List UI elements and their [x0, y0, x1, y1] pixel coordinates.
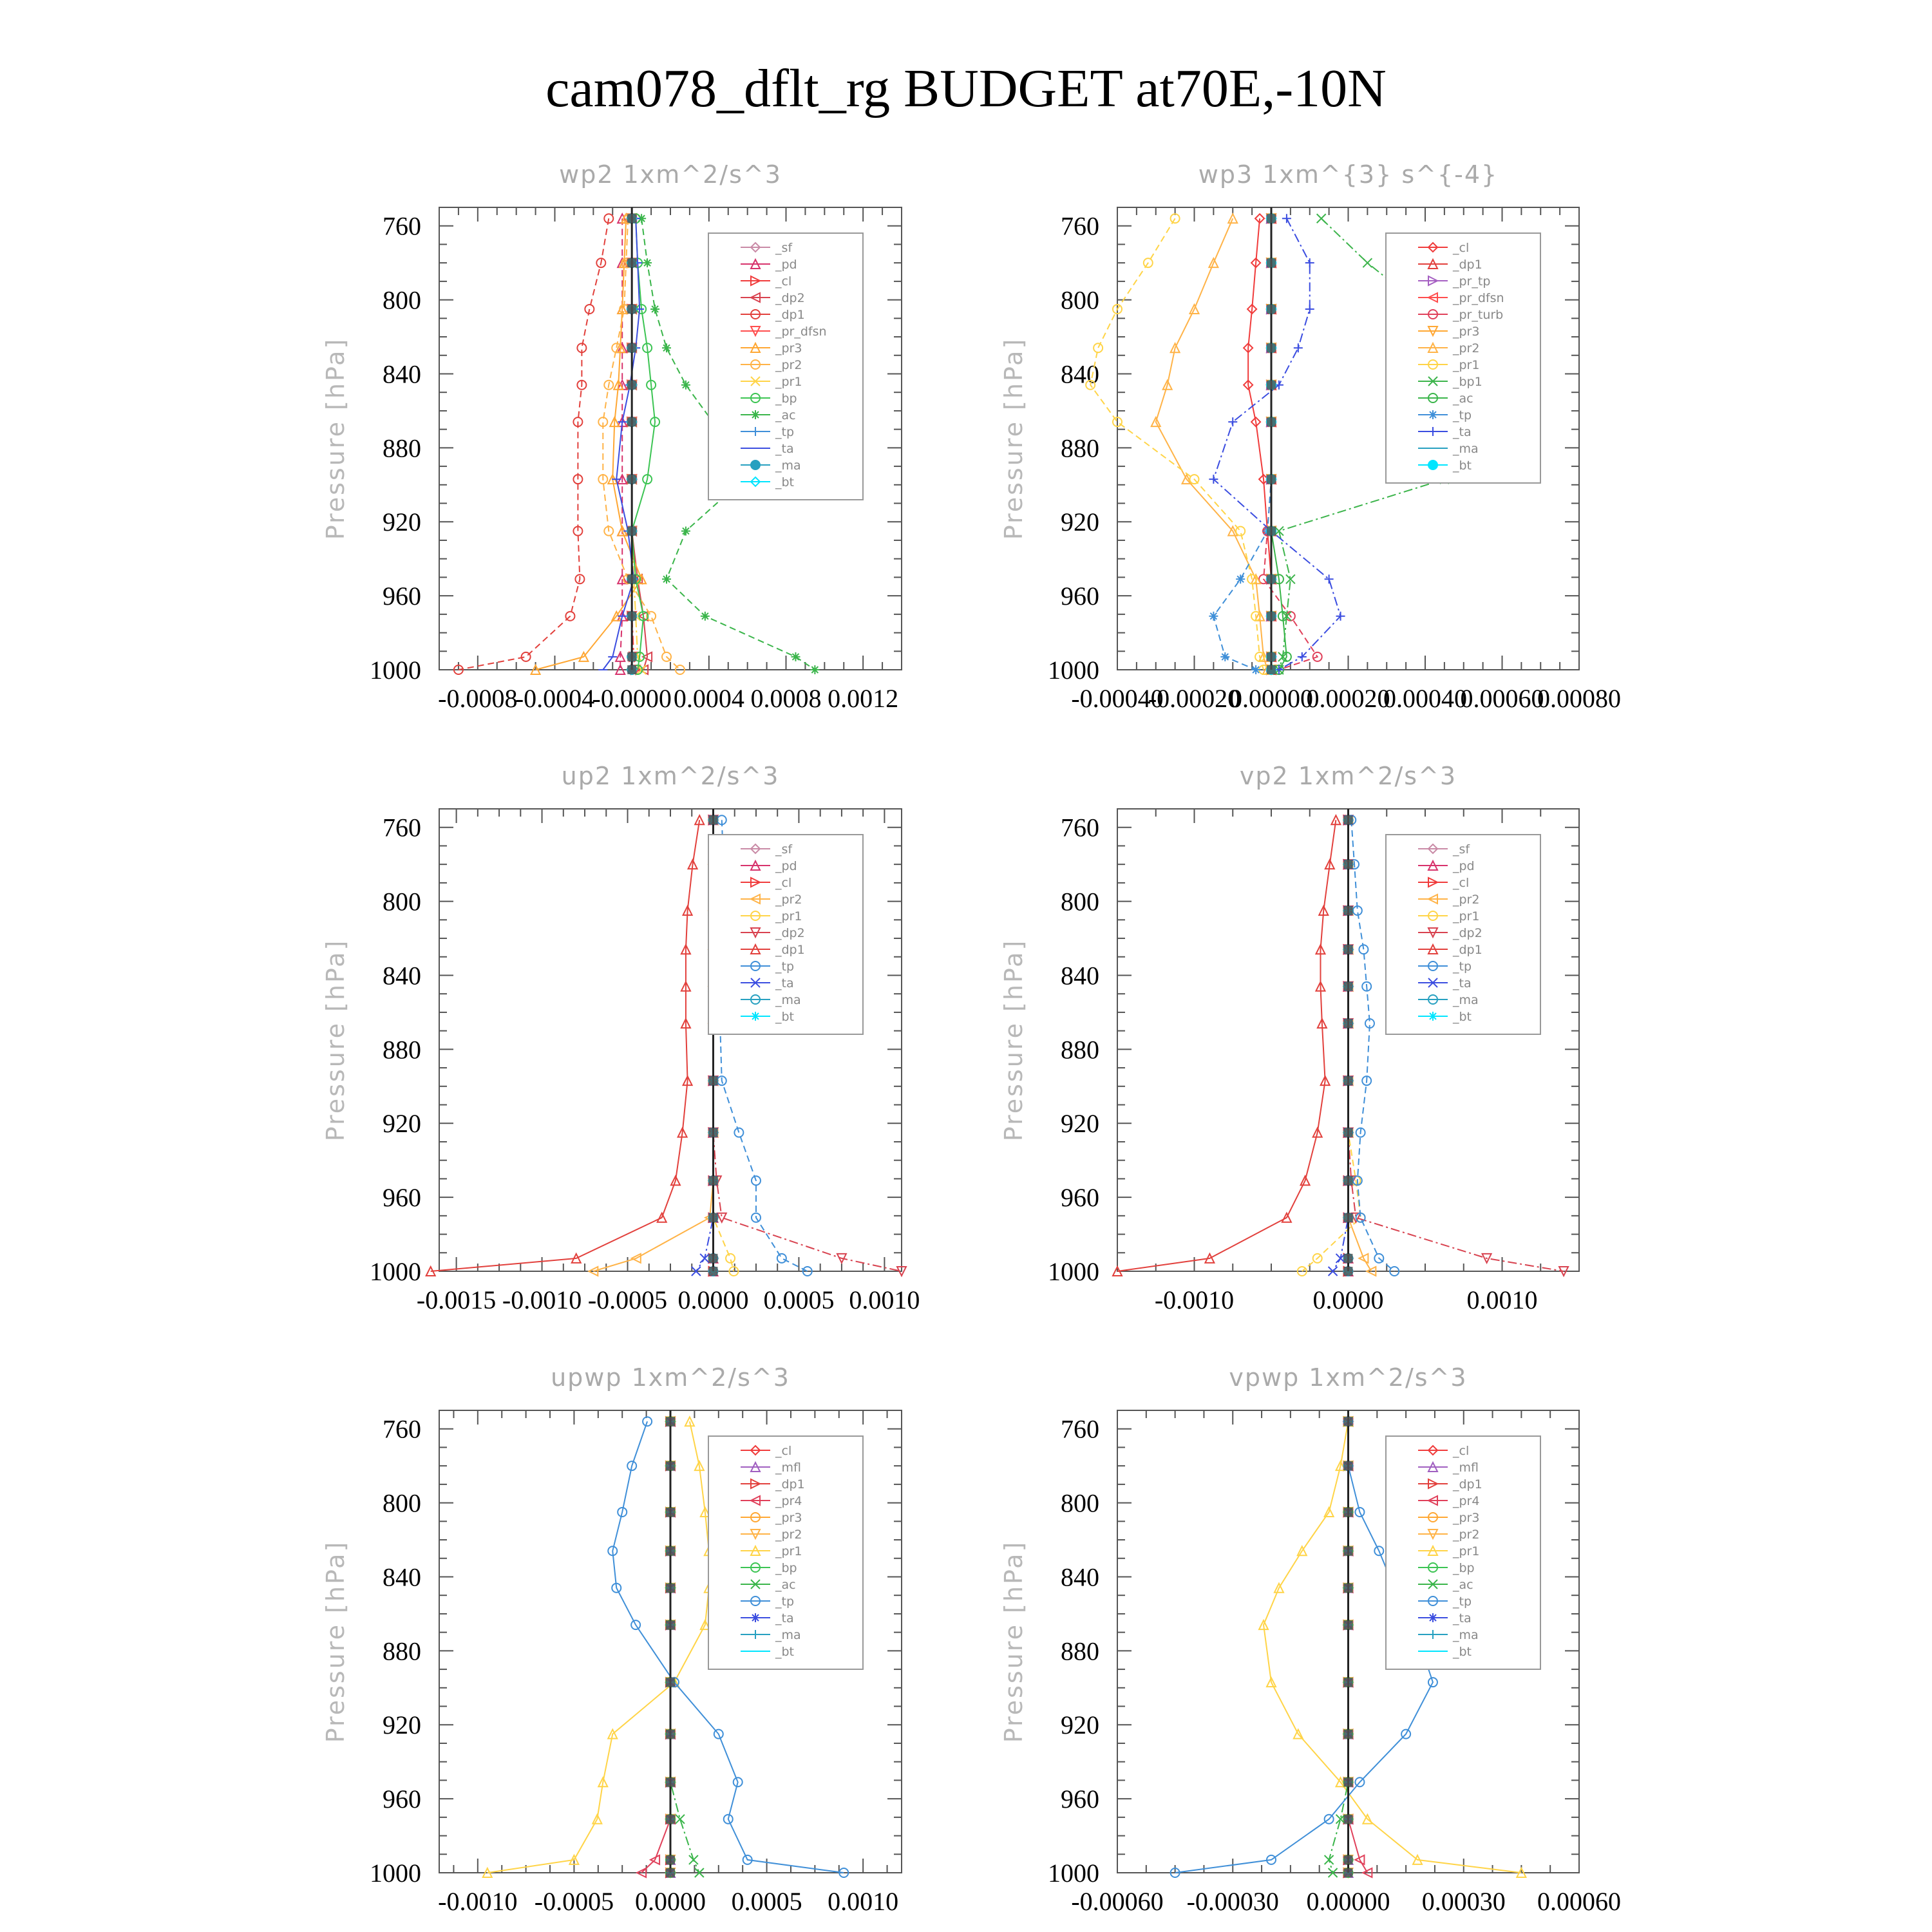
y-tick-label: 960 [383, 1183, 421, 1213]
zero-marker [1267, 612, 1276, 621]
y-axis-label: Pressure [hPa] [999, 1540, 1028, 1743]
legend-entry: _tp [775, 1595, 795, 1609]
data-point [810, 665, 819, 674]
legend-entry: _tp [1453, 1595, 1472, 1609]
figure-title: cam078_dflt_rg BUDGET at70E,-10N [545, 59, 1387, 118]
y-tick-label: 960 [383, 582, 421, 611]
y-tick-label: 920 [383, 1710, 421, 1740]
zero-marker [1267, 652, 1276, 661]
y-tick-label: 880 [383, 433, 421, 463]
legend-entry: _pd [775, 258, 797, 272]
zero-marker [627, 475, 636, 484]
x-tick-label: 0.00000 [1306, 1887, 1390, 1916]
y-tick-label: 1000 [1048, 1257, 1099, 1286]
zero-marker [627, 214, 636, 223]
legend-entry: _dp1 [1453, 258, 1482, 272]
zero-marker [1344, 860, 1353, 869]
x-tick-label: 0.0000 [1312, 1285, 1384, 1314]
legend-entry: _dp1 [1453, 1477, 1482, 1492]
zero-marker [1344, 1678, 1353, 1687]
zero-marker [1344, 1730, 1353, 1739]
x-tick-label: -0.00040 [1071, 684, 1164, 713]
x-tick-label: -0.0010 [438, 1887, 518, 1916]
data-point [1209, 612, 1218, 621]
zero-marker [1267, 574, 1276, 583]
y-tick-label: 800 [383, 1488, 421, 1518]
y-tick-label: 1000 [370, 1257, 421, 1286]
y-axis-label: Pressure [hPa] [999, 337, 1028, 540]
y-tick-label: 760 [383, 813, 421, 842]
panel-title: upwp 1xm^2/s^3 [551, 1363, 790, 1392]
legend-entry: _pd [1453, 859, 1475, 873]
zero-marker [1344, 815, 1353, 824]
legend-entry: _cl [1453, 876, 1470, 890]
zero-marker [666, 1730, 675, 1739]
legend-entry: _ac [775, 408, 796, 422]
zero-marker [1344, 1584, 1353, 1593]
zero-marker [708, 815, 717, 824]
panel-title: up2 1xm^2/s^3 [561, 762, 780, 790]
data-point [1220, 652, 1229, 661]
legend-marker [751, 460, 760, 469]
x-tick-label: 0.00060 [1460, 684, 1544, 713]
zero-marker [1344, 1213, 1353, 1222]
legend-entry: _pr2 [775, 1528, 802, 1542]
legend-entry: _pr4 [1453, 1494, 1480, 1508]
legend-entry: _pr_tp [1453, 274, 1491, 289]
legend-entry: _pr_dfsn [1453, 291, 1504, 305]
legend-entry: _cl [775, 876, 792, 890]
y-tick-label: 960 [383, 1785, 421, 1814]
x-tick-label: -0.0005 [534, 1887, 614, 1916]
y-tick-label: 960 [1061, 1183, 1099, 1213]
legend-marker [1428, 1613, 1437, 1622]
x-tick-label: 0.00060 [1537, 1887, 1621, 1916]
x-tick-label: 0.00030 [1421, 1887, 1506, 1916]
zero-marker [1344, 1777, 1353, 1786]
legend-entry: _cl [775, 274, 792, 289]
zero-marker [627, 527, 636, 536]
zero-marker [708, 1213, 717, 1222]
zero-marker [1344, 1546, 1353, 1555]
x-tick-label: 0.0005 [731, 1887, 802, 1916]
legend-entry: _pr3 [1453, 325, 1480, 339]
legend-entry: _pr1 [775, 1544, 802, 1558]
zero-marker [1344, 1076, 1353, 1085]
zero-marker [1267, 258, 1276, 267]
legend-entry: _mfl [1453, 1461, 1479, 1475]
legend-marker [751, 410, 760, 419]
y-tick-label: 1000 [1048, 656, 1099, 685]
legend-entry: _dp2 [775, 291, 805, 305]
legend-entry: _pr3 [775, 1511, 802, 1525]
legend-entry: _pr1 [1453, 358, 1480, 372]
zero-marker [1344, 1855, 1353, 1864]
zero-marker [666, 1868, 675, 1877]
legend-entry: _ta [775, 442, 794, 456]
legend-marker [1428, 410, 1437, 419]
x-tick-label: 0.0000 [677, 1285, 749, 1314]
panel-title: vp2 1xm^2/s^3 [1239, 762, 1457, 790]
y-tick-label: 800 [1061, 1488, 1099, 1518]
y-tick-label: 760 [1061, 813, 1099, 842]
y-tick-label: 920 [383, 1109, 421, 1139]
legend-entry: _sf [1453, 842, 1470, 857]
zero-marker [708, 1254, 717, 1263]
data-point [681, 527, 690, 536]
legend-entry: _ma [775, 1628, 801, 1642]
legend-entry: _ma [1453, 993, 1479, 1007]
y-tick-label: 840 [383, 1562, 421, 1592]
x-tick-label: -0.0005 [587, 1285, 668, 1314]
zero-marker [666, 1508, 675, 1517]
y-tick-label: 760 [383, 1414, 421, 1444]
legend-entry: _sf [775, 241, 793, 255]
x-tick-label: 0.00020 [1306, 684, 1390, 713]
legend-entry: _bp [775, 392, 797, 406]
legend-entry: _bt [1453, 1010, 1472, 1024]
legend-entry: _ta [775, 1611, 794, 1625]
legend-entry: _pr2 [1453, 1528, 1480, 1542]
legend-entry: _ma [1453, 442, 1479, 456]
legend-marker [1428, 1012, 1437, 1021]
y-tick-label: 840 [383, 359, 421, 389]
zero-marker [627, 305, 636, 314]
y-tick-label: 840 [1061, 1562, 1099, 1592]
zero-marker [1344, 1620, 1353, 1629]
zero-marker [1344, 1019, 1353, 1028]
y-tick-label: 760 [1061, 211, 1099, 241]
legend-entry: _dp1 [775, 943, 805, 957]
zero-marker [627, 665, 636, 674]
y-tick-label: 800 [1061, 285, 1099, 315]
y-tick-label: 800 [383, 285, 421, 315]
y-tick-label: 1000 [370, 1859, 421, 1888]
zero-marker [1344, 1508, 1353, 1517]
zero-marker [1344, 1417, 1353, 1426]
y-tick-label: 760 [383, 211, 421, 241]
x-tick-label: 0.0010 [1466, 1285, 1538, 1314]
legend-entry: _pr_dfsn [775, 325, 827, 339]
zero-marker [627, 381, 636, 390]
zero-marker [1267, 214, 1276, 223]
legend-entry: _pr1 [1453, 1544, 1480, 1558]
zero-marker [1344, 1815, 1353, 1824]
legend-entry: _bt [1453, 1645, 1472, 1659]
zero-marker [666, 1417, 675, 1426]
x-tick-label: 0.0008 [750, 684, 822, 713]
legend-entry: _cl [1453, 241, 1470, 255]
data-point [1236, 574, 1245, 583]
zero-marker [666, 1546, 675, 1555]
zero-marker [666, 1855, 675, 1864]
y-tick-label: 1000 [1048, 1859, 1099, 1888]
zero-marker [1344, 1267, 1353, 1276]
zero-marker [1267, 343, 1276, 352]
legend-entry: _pr_turb [1453, 308, 1504, 322]
data-point [662, 574, 671, 583]
legend-entry: _dp1 [775, 1477, 805, 1492]
zero-marker [627, 652, 636, 661]
legend-entry: _cl [1453, 1444, 1470, 1458]
data-point [1251, 665, 1260, 674]
y-tick-label: 800 [383, 887, 421, 916]
legend-entry: _bt [775, 1010, 795, 1024]
legend-entry: _ac [1453, 392, 1473, 406]
x-tick-label: 0.0005 [763, 1285, 835, 1314]
y-tick-label: 880 [1061, 1035, 1099, 1065]
zero-marker [1267, 381, 1276, 390]
x-tick-label: -0.0010 [1154, 1285, 1235, 1314]
zero-marker [1267, 305, 1276, 314]
legend-entry: _dp2 [775, 926, 805, 940]
zero-marker [1344, 1461, 1353, 1470]
zero-marker [666, 1777, 675, 1786]
x-tick-label: -0.00020 [1148, 684, 1241, 713]
legend-entry: _bp1 [1453, 375, 1482, 389]
y-tick-label: 880 [383, 1035, 421, 1065]
zero-marker [666, 1678, 675, 1687]
legend-marker [751, 1012, 760, 1021]
y-axis-label: Pressure [hPa] [321, 337, 350, 540]
zero-marker [1267, 475, 1276, 484]
legend-entry: _bt [775, 475, 795, 489]
zero-marker [627, 417, 636, 426]
data-point [681, 381, 690, 390]
zero-marker [1344, 1128, 1353, 1137]
panel-title: vpwp 1xm^2/s^3 [1229, 1363, 1468, 1392]
x-tick-label: -0.0010 [502, 1285, 582, 1314]
y-tick-label: 880 [1061, 433, 1099, 463]
legend-entry: _ma [775, 993, 801, 1007]
data-point [643, 258, 652, 267]
y-tick-label: 840 [1061, 961, 1099, 990]
y-axis-label: Pressure [hPa] [999, 938, 1028, 1142]
y-tick-label: 960 [1061, 1785, 1099, 1814]
legend-entry: _pr2 [1453, 893, 1480, 907]
zero-marker [666, 1815, 675, 1824]
x-tick-label: 0.0010 [849, 1285, 920, 1314]
y-tick-label: 920 [1061, 507, 1099, 537]
legend-entry: _sf [775, 842, 793, 857]
y-tick-label: 800 [1061, 887, 1099, 916]
zero-marker [1344, 945, 1353, 954]
x-tick-label: -0.00030 [1186, 1887, 1279, 1916]
zero-marker [1267, 417, 1276, 426]
zero-marker [1344, 906, 1353, 915]
x-tick-label: 0.00040 [1383, 684, 1467, 713]
x-tick-label: -0.0015 [416, 1285, 497, 1314]
panel-title: wp3 1xm^{3} s^{-4} [1198, 160, 1499, 189]
legend-entry: _ac [775, 1578, 796, 1592]
legend-entry: _pr1 [1453, 909, 1480, 923]
legend-entry: _pr1 [775, 375, 802, 389]
legend-entry: _pr2 [1453, 341, 1480, 355]
y-tick-label: 920 [1061, 1109, 1099, 1139]
legend-entry: _pr3 [1453, 1511, 1480, 1525]
panel-title: wp2 1xm^2/s^3 [559, 160, 782, 189]
zero-marker [666, 1620, 675, 1629]
legend-entry: _bp [1453, 1561, 1475, 1575]
zero-marker [666, 1584, 675, 1593]
zero-marker [1267, 527, 1276, 536]
legend-entry: _ac [1453, 1578, 1473, 1592]
data-point [650, 305, 659, 314]
legend-entry: _pr1 [775, 909, 802, 923]
legend-entry: _ma [775, 459, 801, 473]
x-tick-label: -0.00060 [1071, 1887, 1164, 1916]
zero-marker [627, 258, 636, 267]
legend-entry: _dp1 [775, 308, 805, 322]
legend-entry: _ta [1453, 1611, 1472, 1625]
x-tick-label: 0.00000 [1229, 684, 1313, 713]
y-tick-label: 840 [1061, 359, 1099, 389]
legend-entry: _bt [1453, 459, 1472, 473]
legend-entry: _pd [775, 859, 797, 873]
y-tick-label: 960 [1061, 582, 1099, 611]
zero-marker [1344, 1254, 1353, 1263]
zero-marker [666, 1461, 675, 1470]
x-tick-label: -0.0008 [438, 684, 518, 713]
legend-marker [751, 1613, 760, 1622]
x-tick-label: 0.00080 [1537, 684, 1621, 713]
zero-marker [627, 612, 636, 621]
x-tick-label: 0.0012 [828, 684, 899, 713]
x-tick-label: -0.0004 [515, 684, 595, 713]
zero-marker [627, 574, 636, 583]
legend-entry: _pr4 [775, 1494, 802, 1508]
legend-entry: _tp [775, 425, 795, 439]
legend-entry: _bp [775, 1561, 797, 1575]
y-tick-label: 760 [1061, 1414, 1099, 1444]
zero-marker [627, 343, 636, 352]
legend-entry: _dp2 [1453, 926, 1482, 940]
legend-entry: _pr2 [775, 893, 802, 907]
zero-marker [708, 1128, 717, 1137]
y-tick-label: 920 [383, 507, 421, 537]
legend-entry: _ma [1453, 1628, 1479, 1642]
legend-entry: _ta [1453, 976, 1472, 990]
y-tick-label: 840 [383, 961, 421, 990]
x-tick-label: 0.0010 [828, 1887, 899, 1916]
y-axis-label: Pressure [hPa] [321, 1540, 350, 1743]
data-point [701, 612, 710, 621]
data-point [791, 652, 800, 661]
legend-entry: _ta [1453, 425, 1472, 439]
legend-entry: _tp [775, 960, 795, 974]
legend-entry: _bt [775, 1645, 795, 1659]
legend-entry: _pr2 [775, 358, 802, 372]
zero-marker [1344, 1868, 1353, 1877]
legend-entry: _pr3 [775, 341, 802, 355]
zero-marker [1344, 1176, 1353, 1185]
x-tick-label: -0.0000 [592, 684, 672, 713]
legend-entry: _tp [1453, 408, 1472, 422]
y-tick-label: 920 [1061, 1710, 1099, 1740]
legend-entry: _cl [775, 1444, 792, 1458]
legend-entry: _dp1 [1453, 943, 1482, 957]
y-tick-label: 880 [383, 1636, 421, 1666]
data-point [662, 343, 671, 352]
zero-marker [708, 1176, 717, 1185]
y-axis-label: Pressure [hPa] [321, 938, 350, 1142]
y-tick-label: 1000 [370, 656, 421, 685]
zero-marker [708, 1267, 717, 1276]
zero-marker [708, 1076, 717, 1085]
legend-marker [1428, 460, 1437, 469]
zero-marker [1344, 982, 1353, 991]
x-tick-label: 0.0004 [673, 684, 744, 713]
legend-entry: _tp [1453, 960, 1472, 974]
x-tick-label: 0.0000 [635, 1887, 706, 1916]
legend-entry: _mfl [775, 1461, 801, 1475]
legend-entry: _ta [775, 976, 794, 990]
zero-marker [1267, 665, 1276, 674]
y-tick-label: 880 [1061, 1636, 1099, 1666]
